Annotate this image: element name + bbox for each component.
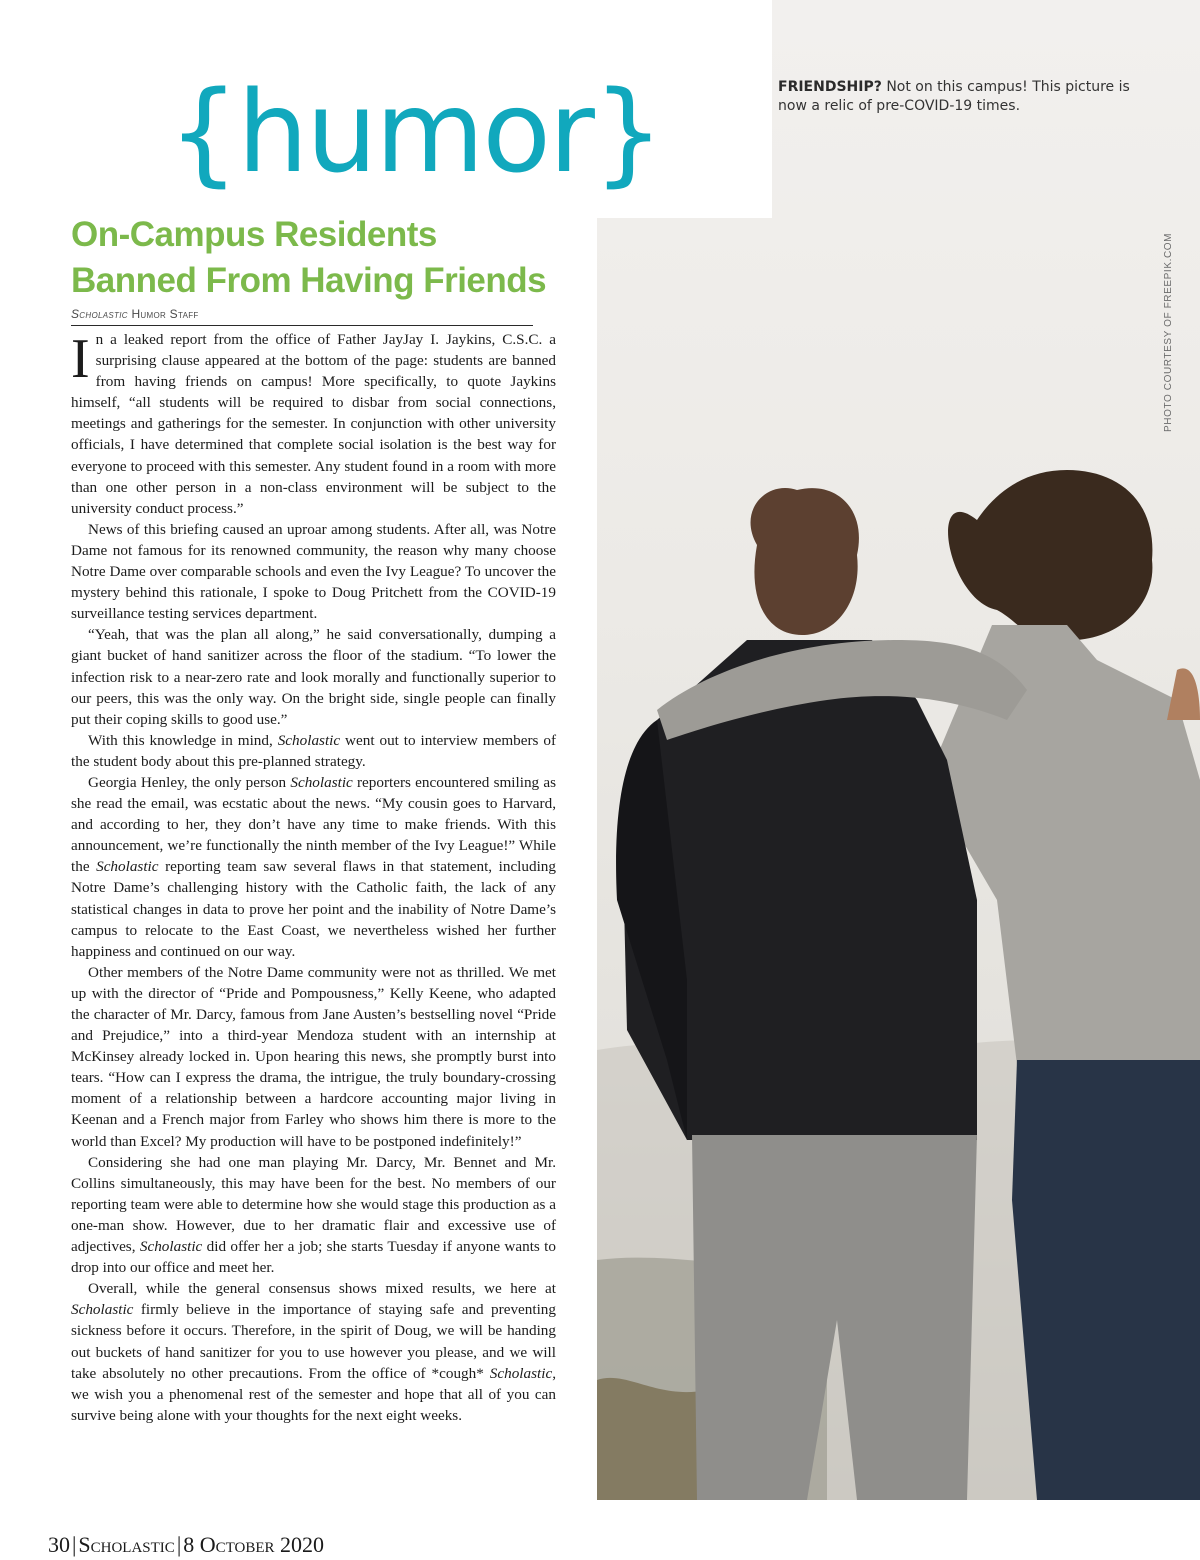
paragraph-text: went out to interview members of the student body about this pre-planned strategy. [71,731,556,770]
publication-name: Scholastic [277,731,341,749]
byline-rule [71,325,533,326]
caption-lead: FRIENDSHIP? [778,79,882,95]
paragraph-text: did offer her a job; she starts Tuesday if anyone wants to drop into our office and meet her. [71,1238,556,1277]
paragraph-text: , we wish you a phenomenal rest of the semester and hope that all of you can survive being alone with your thoughts for the next eight weeks. [71,1364,556,1424]
article-paragraph-6: Other members of the Notre Dame community were not as thrilled. We met up with the director of “Pride and Pompousness,” Kelly Keene, who adapted the character of Mr. Darcy, famous from Jane Austen’s bestselling novel “Pride and Prejudice,” into a third-year Mendoza student with an internship at McKinsey already locked in. Upon hearing this news, she promptly burst into tears. “How can I express the drama, the intrigue, the truly boundary-crossing moment of a relationship between a hardcore accounting major living in Keenan and a French major from Farley who shows him there is more to the world than Excel? My production will have to be postponed indefinitely!” [71,963,556,1150]
publication-name: Scholastic [96,858,159,876]
two-friends-illustration [597,0,1200,1500]
paragraph-text: Considering she had one man playing Mr. Darcy, Mr. Bennet and Mr. Collins simultaneously, this may have been for the best. No members of our reporting team were able to determine how she would stage this production as a one-man show. However, due to her dramatic flair and excessive use of adjectives, [71,1153,556,1256]
drop-cap: I [71,328,90,390]
article-photo [597,0,1200,1500]
footer-date: 8 October 2020 [183,1532,325,1557]
byline [71,305,555,323]
headline-line-2: Banned From Having Friends [71,261,547,300]
page-footer [48,1530,324,1560]
publication-name: Scholastic [139,1238,203,1256]
footer-separator: | [72,1532,77,1557]
paragraph-text: n a leaked report from the office of Father JayJay I. Jaykins, C.S.C. a surprising clause appeared at the bottom of the page: students are banned from having friends on campus! More specifically, to quote Jaykins himself, “all students will be required to disbar from social connections, meetings and gatherings for the semester. In conjunction with other university officials, I have determined that complete social isolation is the best way for everyone to proceed with this semester. Any student found in a room with more than one other person in a non-class environment will be subject to the university conduct process.” [71,331,556,517]
publication-name: Scholastic [489,1364,553,1382]
headline [71,212,611,304]
headline-line-1: On-Campus Residents [71,215,437,254]
paragraph-text: With this knowledge in mind, [88,731,278,749]
article-paragraph-1 [71,329,556,519]
article-paragraph-4 [71,730,556,772]
photo-credit: PHOTO COURTESY OF FREEPIK.COM [1163,232,1174,432]
footer-separator: | [176,1532,182,1557]
photo-caption [778,78,1148,116]
article-paragraph-2: News of this briefing caused an uproar among students. After all, was Notre Dame not famous for its renowned community, the reason why many choose Notre Dame over comparable schools and even the Ivy League? To uncover the mystery behind this rationale, I spoke to Doug Pritchett from the COVID-19 surveillance testing services department. [71,520,556,623]
paragraph-text: reporters encountered smiling as she read the email, was ecstatic about the news. “My cousin goes to Harvard, and according to her, they don’t have any time to make friends. With this announcement, we’re functionally the ninth member of the Ivy League!” While the [71,773,556,876]
caption-text: Not on this campus! This picture is now a relic of pre-COVID-19 times. [778,79,1130,114]
section-tag: {humor} [168,68,663,198]
paragraph-text: firmly believe in the importance of staying safe and preventing sickness before it occurs. Therefore, in the spirit of Doug, we will be handing out buckets of hand sanitizer for you to use however you please, and we will take absolutely no other precautions. From the office of *cough* [71,1301,556,1382]
byline-publication: Scholastic [71,307,128,321]
article-paragraph-8 [71,1278,556,1426]
article-paragraph-3: “Yeah, that was the plan all along,” he said conversationally, dumping a giant bucket of hand sanitizer across the floor of the stadium. “To lower the infection risk to a near-zero rate and look morally and functionally superior to our peers, this was the only way. On the bright side, single people can finally put their coping skills to good use.” [71,626,556,728]
page-number: 30 [48,1532,70,1557]
footer-publication: Scholastic [78,1532,175,1557]
article-body [71,329,556,1426]
paragraph-text: reporting team saw several flaws in that statement, including Notre Dame’s challenging history with the Catholic faith, the lack of any statistical changes in data to prove her point and the inability of Notre Dame’s campus to relocate to the East Coast, we nevertheless wished her further happiness and continued on our way. [71,858,556,960]
paragraph-text: Overall, while the general consensus shows mixed results, we here at [88,1280,556,1298]
paragraph-text: Georgia Henley, the only person [88,773,291,791]
article-paragraph-5 [71,772,556,962]
publication-name: Scholastic [290,773,353,791]
byline-staff: Humor Staff [131,307,199,321]
article-paragraph-7 [71,1152,556,1279]
publication-name: Scholastic [71,1301,134,1319]
